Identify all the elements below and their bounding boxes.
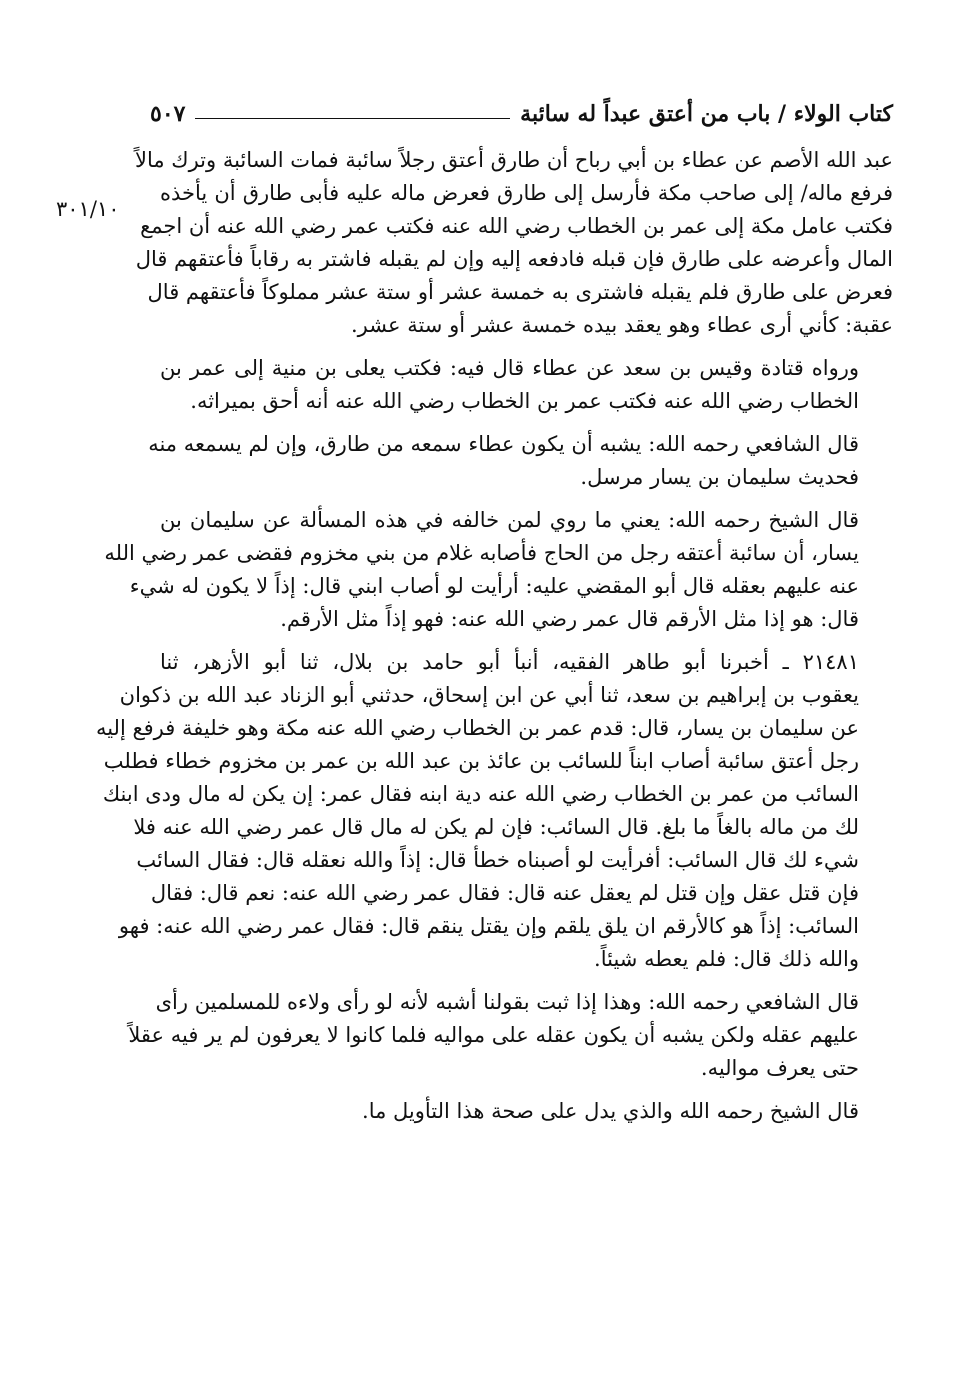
text-line: السائب من عمر بن الخطاب رضي الله عنه دية ابنه فقال عمر: إن يكن له مال ودى ابنك — [102, 782, 859, 806]
text-line: عليهم عقله ولكن يشبه أن يكون عقله على مواليه فلما كانوا لا يعرفون لم ير فيه عقلاً — [128, 1023, 859, 1047]
text-line: فحديث سليمان بن يسار مرسل. — [580, 465, 859, 489]
paragraph — [160, 352, 893, 418]
margin-reference: ٣٠١/١٠ — [56, 197, 120, 221]
paragraph — [128, 986, 893, 1085]
text-line: فكتب عامل مكة إلى عمر بن الخطاب رضي الله عنه فكتب عمر رضي الله عنه أن اجمع — [140, 214, 893, 238]
text-line: قال: هو إذا مثل الأرقم قال عمر رضي الله عنه: فهو إذاً مثل الأرقم. — [280, 607, 859, 631]
paragraph — [104, 504, 893, 636]
text-line: فرفع ماله/ إلى صاحب مكة فأرسل إلى طارق فعرض ماله عليه فأبى طارق أن يأخذه — [160, 181, 893, 205]
body-text — [95, 144, 893, 1138]
text-line: قال الشافعي رحمه الله: يشبه أن يكون عطاء سمعه من طارق، وإن لم يسمعه منه — [148, 432, 859, 456]
text-line: عبد الله الأصم عن عطاء بن أبي رباح أن طارق أعتق رجلاً سائبة فمات السائبة وترك مالاً — [134, 148, 893, 172]
text-line: المال وأعرضه على طارق فإن قبله فادفعه إليه وإن لم يقبله فاشتر به رقاباً فأعتقهم قال — [135, 247, 893, 271]
text-line: ٢١٤٨١ ـ أخبرنا أبو طاهر الفقيه، أنبأ أبو حامد بن بلال، ثنا أبو الأزهر، ثنا — [160, 650, 859, 674]
text-line: عقبة: كأني أرى عطاء وهو يعقد بيده خمسة عشر أو ستة عشر. — [351, 313, 893, 337]
text-line: السائب: إذاً هو كالأرقم ان يلق يلقم وإن يقتل ينقم قال: فقال عمر رضي الله عنه: فهو — [118, 914, 859, 938]
text-line: قال الشيخ رحمه الله: يعني ما روي لمن خالفه في هذه المسألة عن سليمان بن — [160, 508, 859, 532]
text-line: شيء لك قال السائب: أفرأيت لو أصبناه خطأ قال: إذاً والله نعقله قال: فقال السائب — [136, 848, 859, 872]
text-line: فإن قتل عقل وإن قتل لم يعقل عنه قال: فقال عمر رضي الله عنه: نعم قال: فقال — [150, 881, 859, 905]
text-line: الخطاب رضي الله عنه فكتب عمر بن الخطاب رضي الله عنه أنه أحق بميراثه. — [190, 389, 859, 413]
text-line: يعقوب بن إبراهيم بن سعد، ثنا أبي عن ابن إسحاق، حدثني أبو الزناد عبد الله بن ذكوان — [119, 683, 859, 707]
paragraph — [134, 144, 893, 342]
header-rule — [195, 118, 510, 119]
paragraph — [160, 1095, 893, 1128]
page-number: ٥٠٧ — [150, 101, 186, 127]
text-line: لك من ماله بالغاً ما بلغ. قال السائب: فإن لم يكن له مال قال عمر رضي الله عنه فلا — [133, 815, 859, 839]
running-title: كتاب الولاء / باب من أعتق عبداً له سائبة — [520, 101, 893, 127]
text-line: والله ذلك قال: فلم يعطه شيئاً. — [594, 947, 859, 971]
text-line: يسار، أن سائبة أعتقه رجل من الحاج فأصابه غلام من بني مخزوم فقضى عمر رضي الله — [104, 541, 859, 565]
paragraph — [148, 428, 893, 494]
paragraph — [95, 646, 893, 976]
text-line: عنه عليهم بعقله قال أبو المقضي عليه: أرأيت لو أصاب ابني قال: إذاً لا يكون له شيء — [129, 574, 859, 598]
text-line: حتى يعرف مواليه. — [700, 1056, 859, 1080]
text-line: عن سليمان بن يسار، قال: قدم عمر بن الخطاب رضي الله عنه مكة وهو خليفة فرفع إليه — [95, 716, 859, 740]
text-line: فعرض على طارق فلم يقبله فاشترى به خمسة عشر أو ستة عشر مملوكاً فأعتقهم قال — [147, 280, 893, 304]
text-line: قال الشيخ رحمه الله والذي يدل على صحة هذا التأويل ما. — [362, 1099, 859, 1123]
page-header — [150, 96, 893, 132]
text-line: قال الشافعي رحمه الله: وهذا إذا ثبت بقولنا أشبه لأنه لو رأى ولاءه للمسلمين رأى — [155, 990, 859, 1014]
text-line: ورواه قتادة وقيس بن سعد عن عطاء قال فيه: فكتب يعلى بن منية إلى عمر بن — [160, 356, 859, 380]
text-line: رجل أعتق سائبة أصاب ابناً للسائب بن عائذ بن عبد الله بن عمر بن مخزوم خطاء فطلب — [103, 749, 859, 773]
